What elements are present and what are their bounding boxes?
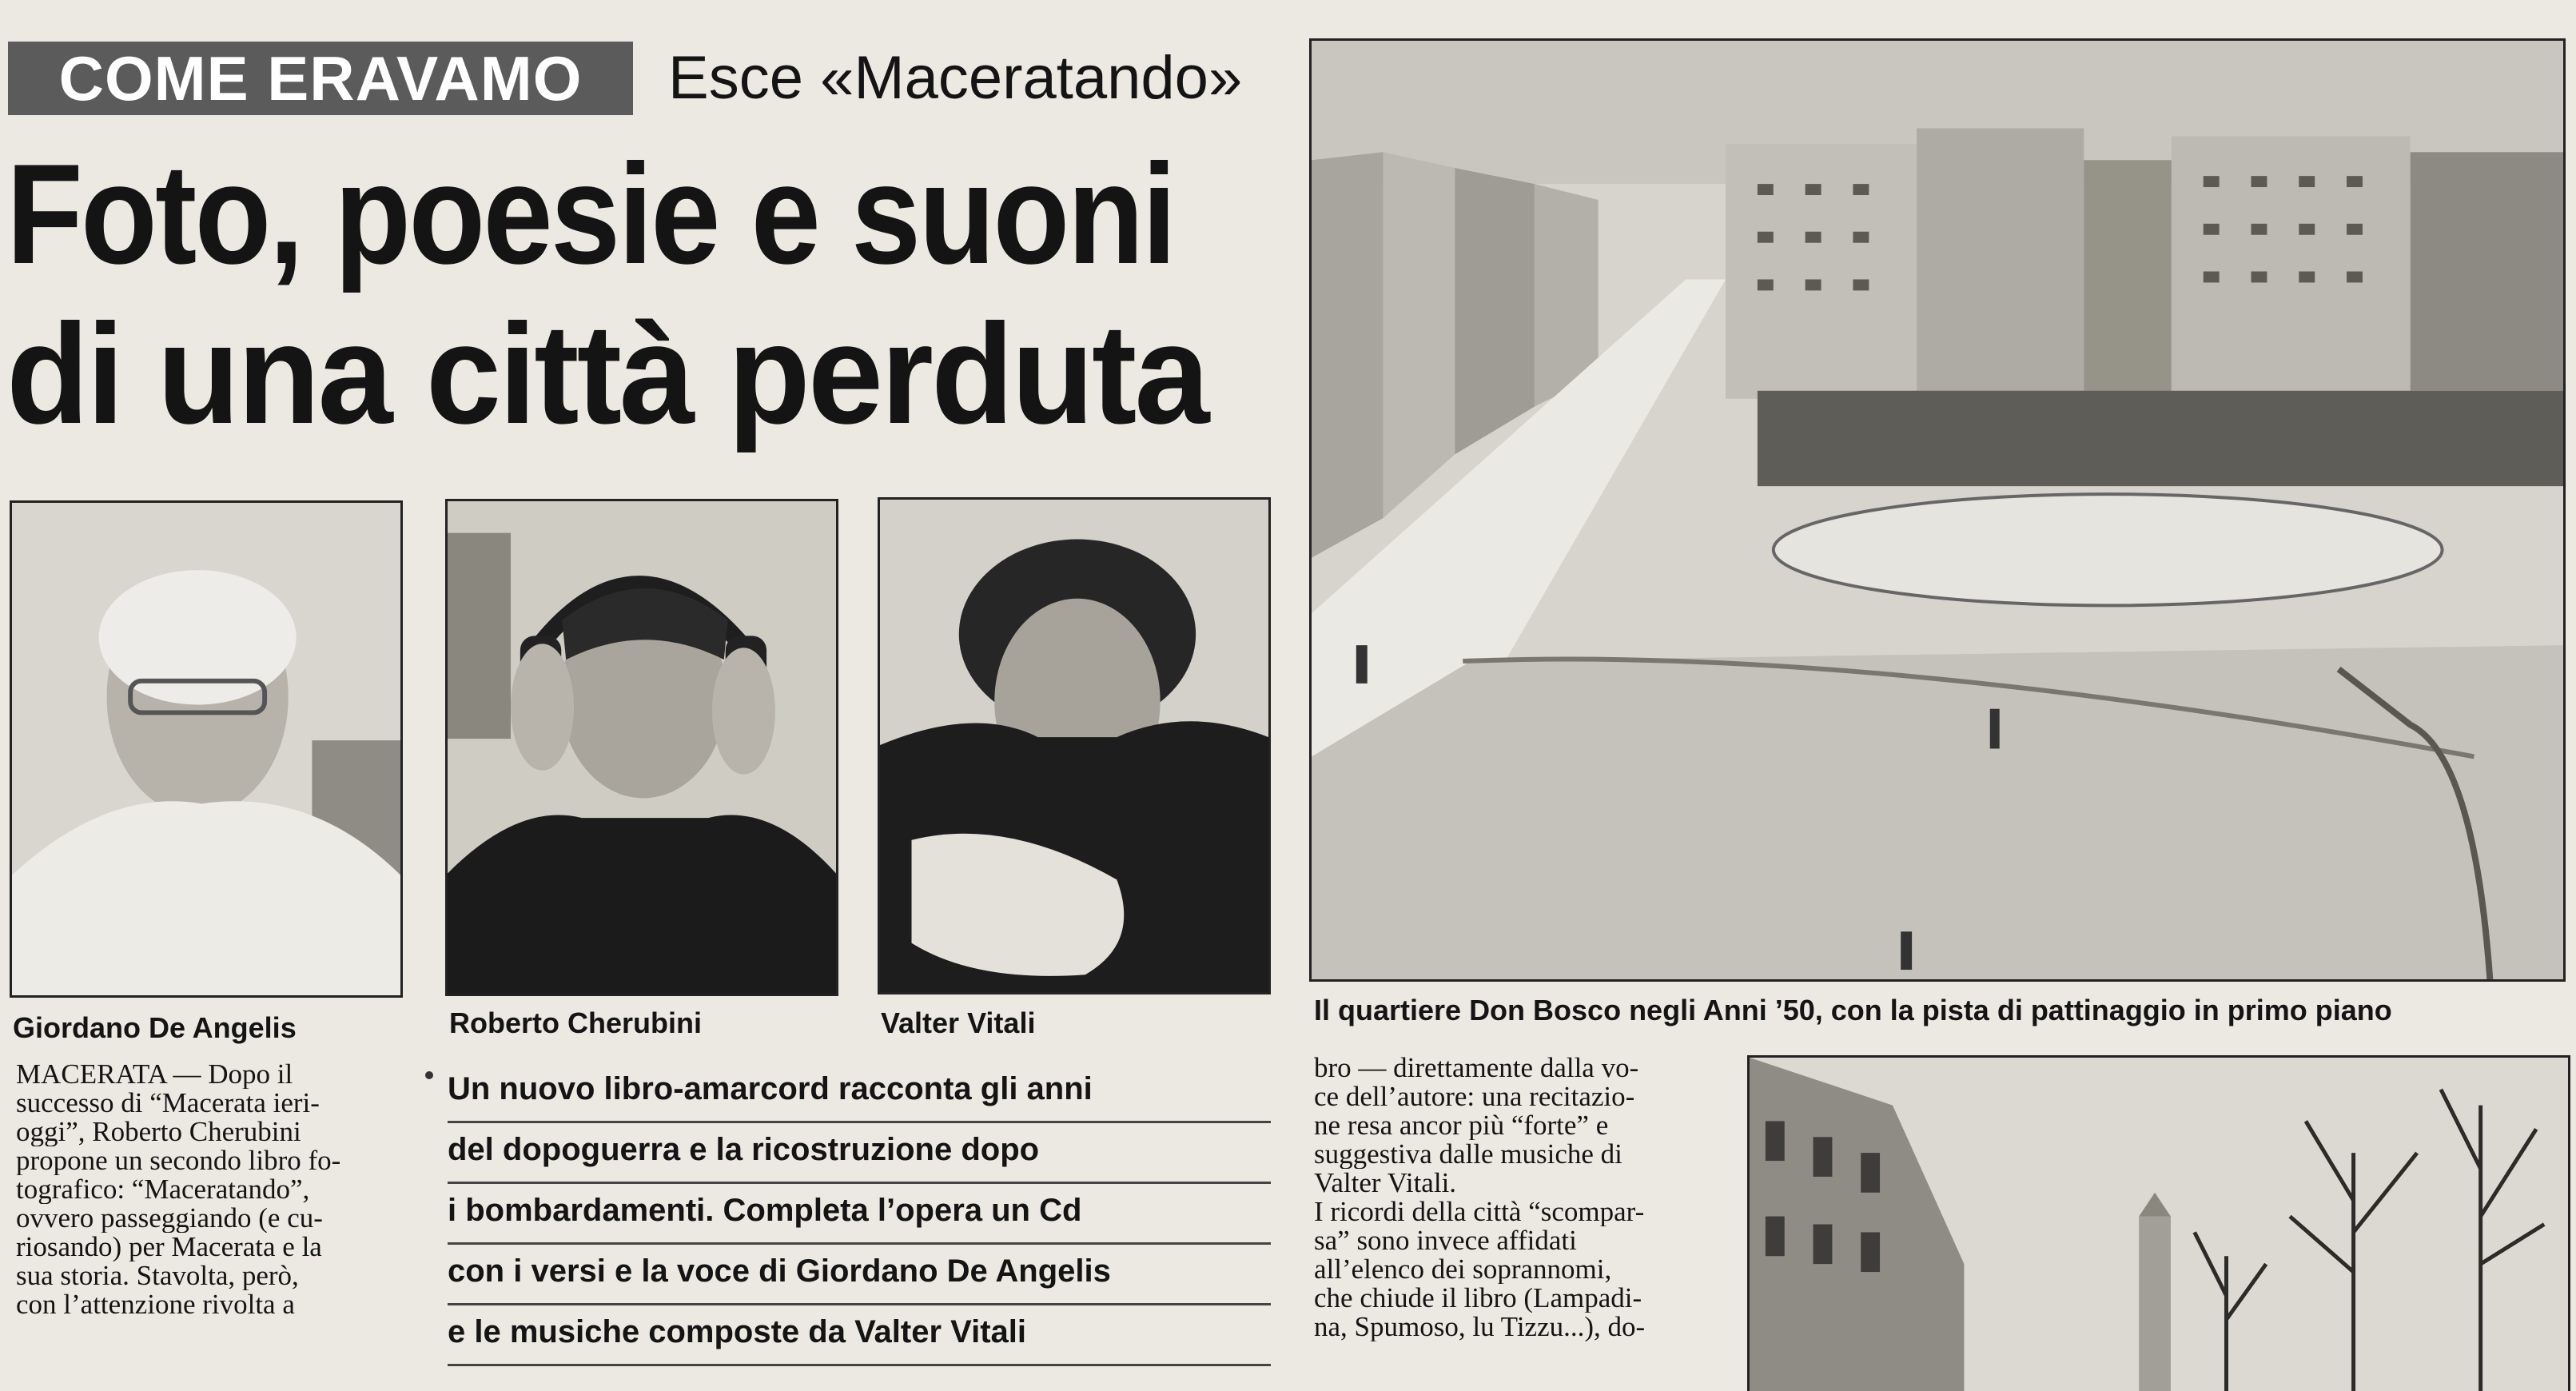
section-kicker: COME ERAVAMO <box>8 42 633 115</box>
article-col1-line: sua storia. Stavolta, però, <box>16 1261 299 1290</box>
lead-bullet-icon <box>425 1071 433 1079</box>
article-col2-line: ce dell’autore: una recitazio- <box>1314 1082 1635 1111</box>
lead-line-1: Un nuovo libro-amarcord racconta gli anni <box>448 1060 1271 1123</box>
portrait-giordano-de-angelis <box>10 500 403 998</box>
lead-line-5: e le musiche composte da Valter Vitali <box>448 1303 1271 1366</box>
article-col1-line: successo di “Macerata ieri- <box>16 1089 320 1118</box>
main-photo-caption: Il quartiere Don Bosco negli Anni ’50, con la pista di pattinaggio in primo piano <box>1314 994 2392 1026</box>
article-col1-line: propone un secondo libro fo- <box>16 1146 341 1175</box>
article-col2-line: I ricordi della città “scompar- <box>1314 1198 1645 1226</box>
portrait-caption-1: Giordano De Angelis <box>13 1011 297 1044</box>
article-col2-line: sa” sono invece affidati <box>1314 1226 1577 1255</box>
article-col1-line: oggi”, Roberto Cherubini <box>16 1118 301 1146</box>
article-col2-line: che chiude il libro (Lampadi- <box>1314 1284 1642 1313</box>
article-col1-line: tografico: “Maceratando”, <box>16 1175 310 1204</box>
article-col2-line: ne resa ancor più “forte” e <box>1314 1111 1609 1140</box>
portrait-valter-vitali <box>878 497 1271 994</box>
portrait-caption-3: Valter Vitali <box>881 1006 1036 1039</box>
article-column-2 <box>1314 1054 1714 1341</box>
lead-line-2: del dopoguerra e la ricostruzione dopo <box>448 1121 1271 1184</box>
article-col2-line: suggestiva dalle musiche di <box>1314 1140 1622 1169</box>
article-col2-line: na, Spumoso, lu Tizzu...), do- <box>1314 1313 1646 1341</box>
article-col2-line: bro — direttamente dalla vo- <box>1314 1054 1639 1082</box>
article-col2-line: all’elenco dei soprannomi, <box>1314 1255 1612 1284</box>
photo-street-view <box>1747 1055 2570 1391</box>
article-column-1 <box>16 1060 406 1319</box>
article-col2-line: Valter Vitali. <box>1314 1169 1457 1198</box>
portrait-caption-2: Roberto Cherubini <box>449 1006 702 1039</box>
headline-line-1: Foto, poesie e suoni <box>6 134 1175 293</box>
lead-line-3: i bombardamenti. Completa l’opera un Cd <box>448 1182 1271 1245</box>
headline-line-2: di una città perduta <box>6 294 1208 453</box>
portrait-roberto-cherubini <box>445 499 838 996</box>
article-col1-line: MACERATA — Dopo il <box>16 1060 293 1089</box>
article-col1-line: ovvero passeggiando (e cu- <box>16 1204 323 1233</box>
lead-line-4: con i versi e la voce di Giordano De Angelis <box>448 1242 1271 1305</box>
article-col1-line: con l’attenzione rivolta a <box>16 1290 295 1319</box>
article-col1-line: riosando) per Macerata e la <box>16 1233 322 1261</box>
photo-don-bosco-quarter <box>1309 38 2566 982</box>
article-subtitle: Esce «Maceratando» <box>668 44 1243 112</box>
